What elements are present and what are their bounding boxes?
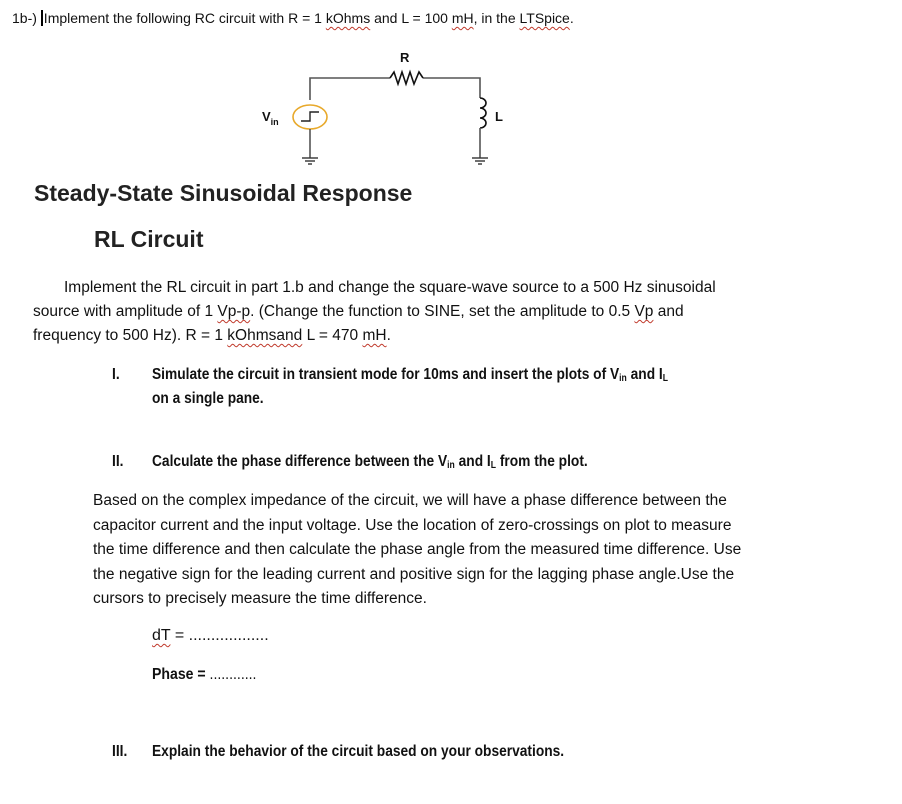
header-r-unit: kOhms xyxy=(325,10,371,26)
wire-right xyxy=(423,78,480,98)
question-1-number: I. xyxy=(112,366,120,383)
paragraph-line-3: frequency to 500 Hz). R = 1 kOhmsand L = 470 mH. xyxy=(33,327,391,344)
phase-answer-line xyxy=(152,666,256,684)
paragraph-line-2: source with amplitude of 1 Vp-p. (Change the function to SINE, set the amplitude to 0.5 Vp and xyxy=(33,303,684,320)
question-2-text: Calculate the phase difference between the $V_{in}$ and $I_L$ from the plot. xyxy=(152,453,588,471)
header-and-l: and L = 100 xyxy=(374,10,448,26)
question-1-line-1: Simulate the circuit in transient mode for 10ms and insert the plots of $V_{in}$ and $I_L$ xyxy=(152,366,668,384)
dt-answer-line: dT = .................. xyxy=(152,627,269,644)
paragraph-line-1: Implement the RL circuit in part 1.b and change the square-wave source to a 500 Hz sinusoidal xyxy=(64,279,716,296)
explanation-line-3: the time difference and then calculate the phase angle from the measured time difference. Use xyxy=(93,541,742,558)
section-subtitle: RL Circuit xyxy=(94,226,204,252)
explanation-line-2: capacitor current and the input voltage. Use the location of zero-crossings on plot to measure xyxy=(93,516,732,534)
source-label: $V_{in}$ xyxy=(262,109,279,127)
explanation-paragraph xyxy=(93,489,793,612)
dt-blank[interactable]: .................. xyxy=(188,627,269,644)
header-in-the: , in the xyxy=(473,10,516,26)
header-software: LTSpice xyxy=(519,10,570,26)
header-text: mplement the following RC circuit with R = 1 xyxy=(47,10,322,26)
header-line: 1b-) Implement the following RC circuit with R = 1 kOhms and L = 100 mH, in the LTSpice. xyxy=(12,10,574,26)
question-3-text: Explain the behavior of the circuit based on your observations. xyxy=(152,743,565,760)
section-title: Steady-State Sinusoidal Response xyxy=(34,180,413,206)
inductor-label: L xyxy=(495,109,503,124)
dt-label: dT xyxy=(152,627,171,644)
explanation-line-1: Based on the complex impedance of the circuit, we will have a phase difference between the xyxy=(93,492,727,509)
question-number: 1b-) xyxy=(12,10,37,26)
question-2-number: II. xyxy=(112,453,124,470)
explanation-line-5: cursors to precisely measure the time difference. xyxy=(93,590,427,607)
resistor-symbol xyxy=(390,72,423,84)
phase-blank[interactable]: ............ xyxy=(209,666,257,683)
resistor-label: R xyxy=(400,50,410,65)
header-l-unit: mH xyxy=(451,10,474,26)
rl-circuit-diagram xyxy=(240,40,520,175)
question-3-number: III. xyxy=(112,743,128,760)
wire-left xyxy=(310,78,390,100)
text-cursor xyxy=(41,10,43,26)
phase-label: Phase = xyxy=(152,666,210,683)
question-1-line-2: on a single pane. xyxy=(152,390,264,407)
header-end: . xyxy=(569,10,574,26)
explanation-line-4: the negative sign for the leading current and positive sign for the lagging phase angle.Use the xyxy=(93,565,735,583)
instructions-paragraph xyxy=(33,276,793,348)
inductor-symbol xyxy=(480,98,486,128)
